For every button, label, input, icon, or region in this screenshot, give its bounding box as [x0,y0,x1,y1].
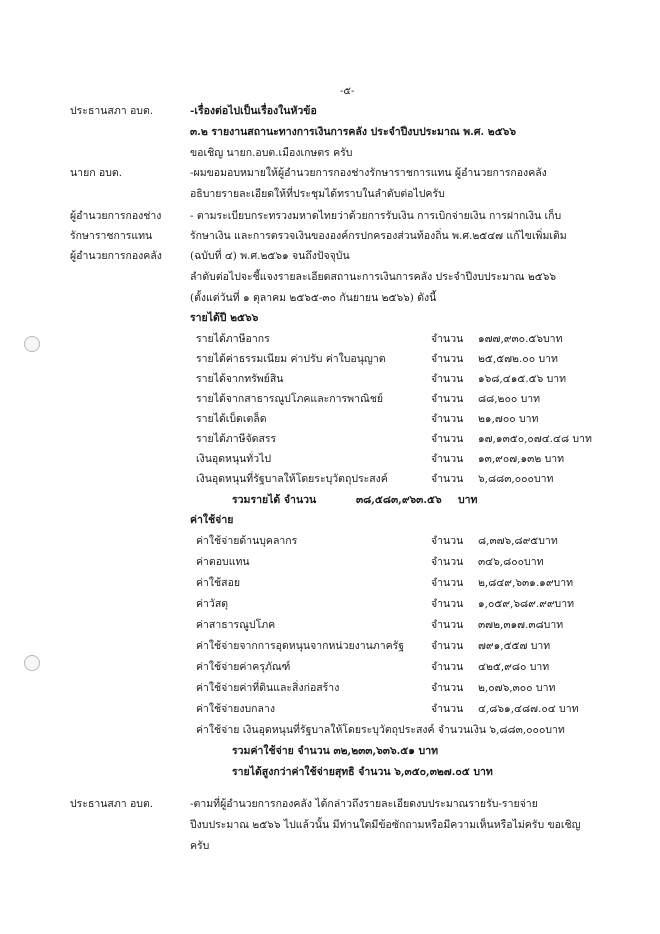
income-amount: ๒๑,๗๐๐ บาท [478,413,539,425]
expense-label: ค่าใช้จ่ายงบกลาง [196,703,275,715]
expense-amount: ๘,๓๗๖,๘๙๕บาท [478,535,558,547]
mayor-line-2: อธิบายรายละเอียดให้ที่ประชุมได้ทราบในลำดับต่อไปครับ [190,188,445,200]
expense-subsidy-line: ค่าใช้จ่าย เงินอุดหนุนที่รัฐบาลให้โดยระบุวัตถุประสงค์ จำนวนเงิน ๖,๘๘๓,๐๐๐บาท [196,724,565,736]
chair-line-3: ครับ [190,840,210,852]
income-label: รายได้เบ็ดเตล็ด [196,413,267,425]
income-prefix: จำนวน [431,413,464,425]
expense-label: ค่าใช้จ่ายจากการอุดหนุนจากหน่วยงานภาครัฐ [196,640,405,652]
expense-amount: ๔๒๕,๙๘๐ บาท [478,661,550,673]
income-prefix: จำนวน [431,333,464,345]
director-line-4: ลำดับต่อไปจะชี้แจงรายละเอียดสถานะการเงินการคลัง ประจำปีงบประมาณ ๒๕๖๖ [190,271,557,283]
income-prefix: จำนวน [431,453,464,465]
speaker-chair-1: ประธานสภา อบต. [70,105,154,117]
agenda-item-title: ๓.๒ รายงานสถานะทางการเงินการคลัง ประจำปีงบประมาณ พ.ศ. ๒๕๖๖ [190,126,517,138]
income-label: รายได้จากสาธารณูปโภคและการพาณิชย์ [196,393,384,405]
agenda-continue: -เรื่องต่อไปเป็นเรื่องในหัวข้อ [190,105,317,117]
speaker-director-3: ผู้อำนวยการกองคลัง [70,250,162,262]
expense-amount: ๓๔๖,๘๐๐บาท [478,556,544,568]
income-prefix: จำนวน [431,373,464,385]
expense-label: ค่าวัสดุ [196,598,229,610]
income-prefix: จำนวน [431,393,464,405]
income-prefix: จำนวน [431,433,464,445]
expense-amount: ๓๗๒,๓๑๗.๓๘บาท [478,619,564,631]
expense-prefix: จำนวน [431,598,464,610]
chair-line-2: ปีงบประมาณ ๒๕๖๖ ไปแล้วนั้น มีท่านใดมีข้อซักถามหรือมีความเห็นหรือไม่ครับ ขอเชิญ [190,819,581,831]
income-amount: ๑๓,๙๐๗,๑๓๒ บาท [478,453,565,465]
expense-amount: ๑,๐๕๙,๖๘๙.๙๙บาท [478,598,575,610]
expense-label: ค่าสาธารณูปโภค [196,619,276,631]
expense-prefix: จำนวน [431,577,464,589]
income-total-amount: ๓๘,๕๘๓,๙๖๓.๕๖ [356,494,442,506]
speaker-director-1: ผู้อำนวยการกองช่าง [70,210,162,222]
director-line-1: - ตามระเบียบกระทรวงมหาดไทยว่าด้วยการรับเงิน การเบิกจ่ายเงิน การฝากเงิน เก็บ [190,210,562,222]
mayor-line-1: -ผมขอมอบหมายให้ผู้อำนวยการกองช่างรักษาราชการแทน ผู้อำนวยการกองคลัง [190,167,547,179]
expense-prefix: จำนวน [431,619,464,631]
expense-prefix: จำนวน [431,661,464,673]
expense-label: ค่าใช้จ่ายด้านบุคลากร [196,535,298,547]
income-label: รายได้ภาษีจัดสรร [196,433,277,445]
income-total-unit: บาท [458,494,478,506]
income-prefix: จำนวน [431,473,464,485]
expense-prefix: จำนวน [431,556,464,568]
income-heading: รายได้ปี ๒๕๖๖ [190,312,259,324]
speaker-director-2: รักษาราชการแทน [70,230,153,242]
net-surplus: รายได้สูงกว่าค่าใช้จ่ายสุทธิ จำนวน ๖,๓๕๐,๓๒๗.๐๕ บาท [232,766,493,778]
director-line-3: (ฉบับที่ ๔) พ.ศ.๒๕๖๑ จนถึงปัจจุบัน [190,250,350,262]
expense-label: ค่าตอบแทน [196,556,250,568]
expense-prefix: จำนวน [431,535,464,547]
invitation-line: ขอเชิญ นายก.อบต.เมืองเกษตร ครับ [190,147,353,159]
expense-heading: ค่าใช้จ่าย [190,514,234,526]
director-line-5: (ตั้งแต่วันที่ ๑ ตุลาคม ๒๕๖๕-๓๐ กันยายน ๒๕๖๖) ดังนี้ [190,292,437,304]
expense-prefix: จำนวน [431,682,464,694]
binder-hole-icon [24,655,40,671]
expense-total: รวมค่าใช้จ่าย จำนวน ๓๒,๒๓๓,๖๓๖.๕๑ บาท [232,745,439,757]
page-number: -๕- [340,86,355,97]
expense-amount: ๒,๐๗๖,๓๐๐ บาท [478,682,556,694]
expense-label: ค่าใช้จ่ายค่าครุภัณฑ์ [196,661,291,673]
income-label: รายได้ภาษีอากร [196,333,270,345]
income-amount: ๖,๘๘๓,๐๐๐บาท [478,473,554,485]
income-label: รายได้จากทรัพย์สิน [196,373,284,385]
income-amount: ๒๕,๕๗๒.๐๐ บาท [478,353,558,365]
speaker-mayor: นายก อบต. [70,167,123,179]
income-amount: ๑๗,๑๓๕๐,๐๗๔.๔๘ บาท [478,433,592,445]
income-amount: ๑๖๘,๔๑๕.๕๖ บาท [478,373,567,385]
expense-amount: ๗๙๑,๕๕๗ บาท [478,640,551,652]
income-prefix: จำนวน [431,353,464,365]
expense-label: ค่าใช้สอย [196,577,241,589]
expense-amount: ๒,๘๔๙,๖๓๑.๑๙บาท [478,577,574,589]
chair-line-1: -ตามที่ผู้อำนวยการกองคลัง ได้กล่าวถึงรายละเอียดงบประมาณรายรับ-รายจ่าย [190,798,538,810]
expense-label: ค่าใช้จ่ายค่าที่ดินและสิ่งก่อสร้าง [196,682,340,694]
expense-amount: ๔,๘๖๑,๔๘๗.๐๔ บาท [478,703,579,715]
income-label: เงินอุดหนุนที่รัฐบาลให้โดยระบุวัตถุประสงค์ [196,473,388,485]
income-label: เงินอุดหนุนทั่วไป [196,453,272,465]
director-line-2: รักษาเงิน และการตรวจเงินขององค์กรปกครองส่วนท้องถิ่น พ.ศ.๒๕๔๗ แก้ไขเพิ่มเติม [190,230,567,242]
income-amount: ๑๗๗,๙๓๐.๕๖บาท [478,333,563,345]
expense-prefix: จำนวน [431,703,464,715]
expense-prefix: จำนวน [431,640,464,652]
income-label: รายได้ค่าธรรมเนียม ค่าปรับ ค่าใบอนุญาต [196,353,386,365]
binder-hole-icon [24,336,40,352]
income-total-label: รวมรายได้ จำนวน [232,494,317,506]
speaker-chair-2: ประธานสภา อบต. [70,798,154,810]
income-amount: ๘๘,๒๐๐ บาท [478,393,541,405]
